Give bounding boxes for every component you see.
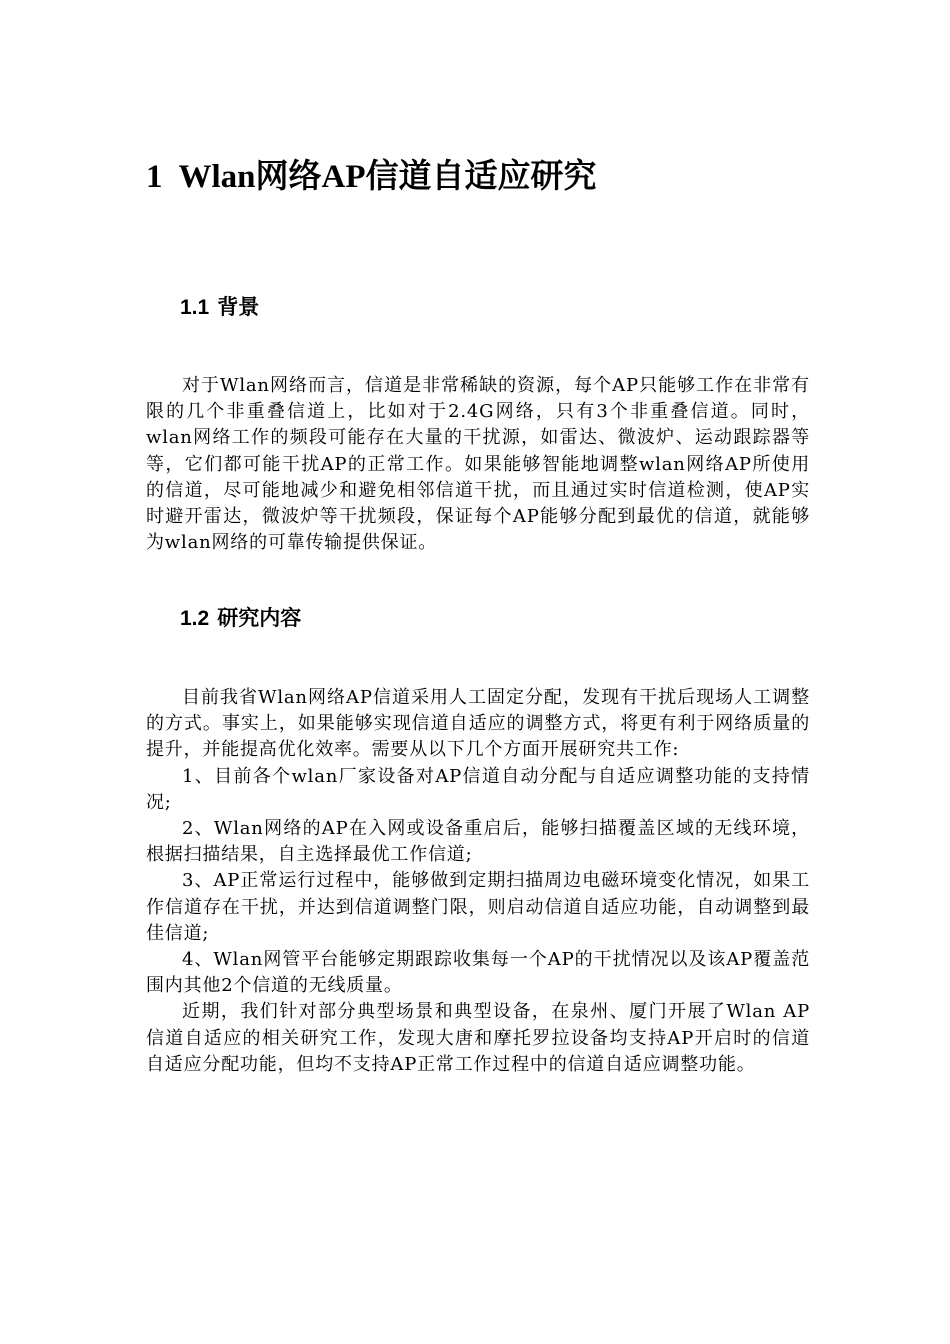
section-heading-research-content <box>180 604 301 634</box>
list-item: 2、Wlan网络的AP在入网或设备重启后，能够扫描覆盖区域的无线环境，根据扫描结果，自主选择最优工作信道; <box>146 818 810 866</box>
section-title-text: 研究内容 <box>217 607 302 630</box>
list-item: 1、目前各个wlan厂家设备对AP信道自动分配与自适应调整功能的支持情况; <box>146 765 810 813</box>
chapter-title <box>146 154 597 200</box>
section-number: 1.2 <box>180 607 210 630</box>
section-title-text: 背景 <box>217 296 260 319</box>
section-number: 1.1 <box>180 296 210 319</box>
list-item: 3、AP正常运行过程中，能够做到定期扫描周边电磁环境变化情况，如果工作信道存在干扰，并达到信道调整门限，则启动信道自适应功能，自动调整到最佳信道; <box>146 870 810 944</box>
background-body <box>146 373 810 556</box>
chapter-number: 1 <box>146 159 163 195</box>
paragraph: 对于Wlan网络而言，信道是非常稀缺的资源，每个AP只能够工作在非常有限的几个非重叠信道上，比如对于2.4G网络，只有3个非重叠信道。同时，wlan网络工作的频段可能存在大量的干扰源，如雷达、微波炉、运动跟踪器等等，它们都可能干扰AP的正常工作。如果能够智能地调整wlan网络AP所使用的信道，尽可能地减少和避免相邻信道干扰，而且通过实时信道检测，使AP实时避开雷达，微波炉等干扰频段，保证每个AP能够分配到最优的信道，就能够为wlan网络的可靠传输提供保证。 <box>146 375 810 554</box>
section-heading-background <box>180 293 259 323</box>
chapter-title-text: Wlan网络AP信道自适应研究 <box>178 159 597 195</box>
paragraph: 近期，我们针对部分典型场景和典型设备，在泉州、厦门开展了Wlan AP信道自适应的相关研究工作，发现大唐和摩托罗拉设备均支持AP开启时的信道自适应分配功能，但均不支持AP正常工作过程中的信道自适应调整功能。 <box>146 1001 810 1075</box>
paragraph: 目前我省Wlan网络AP信道采用人工固定分配，发现有干扰后现场人工调整的方式。事实上，如果能够实现信道自适应的调整方式，将更有利于网络质量的提升，并能提高优化效率。需要从以下几个方面开展研究共工作: <box>146 687 810 761</box>
research-content-body <box>146 685 810 1078</box>
list-item: 4、Wlan网管平台能够定期跟踪收集每一个AP的干扰情况以及该AP覆盖范围内其他2个信道的无线质量。 <box>146 949 810 997</box>
